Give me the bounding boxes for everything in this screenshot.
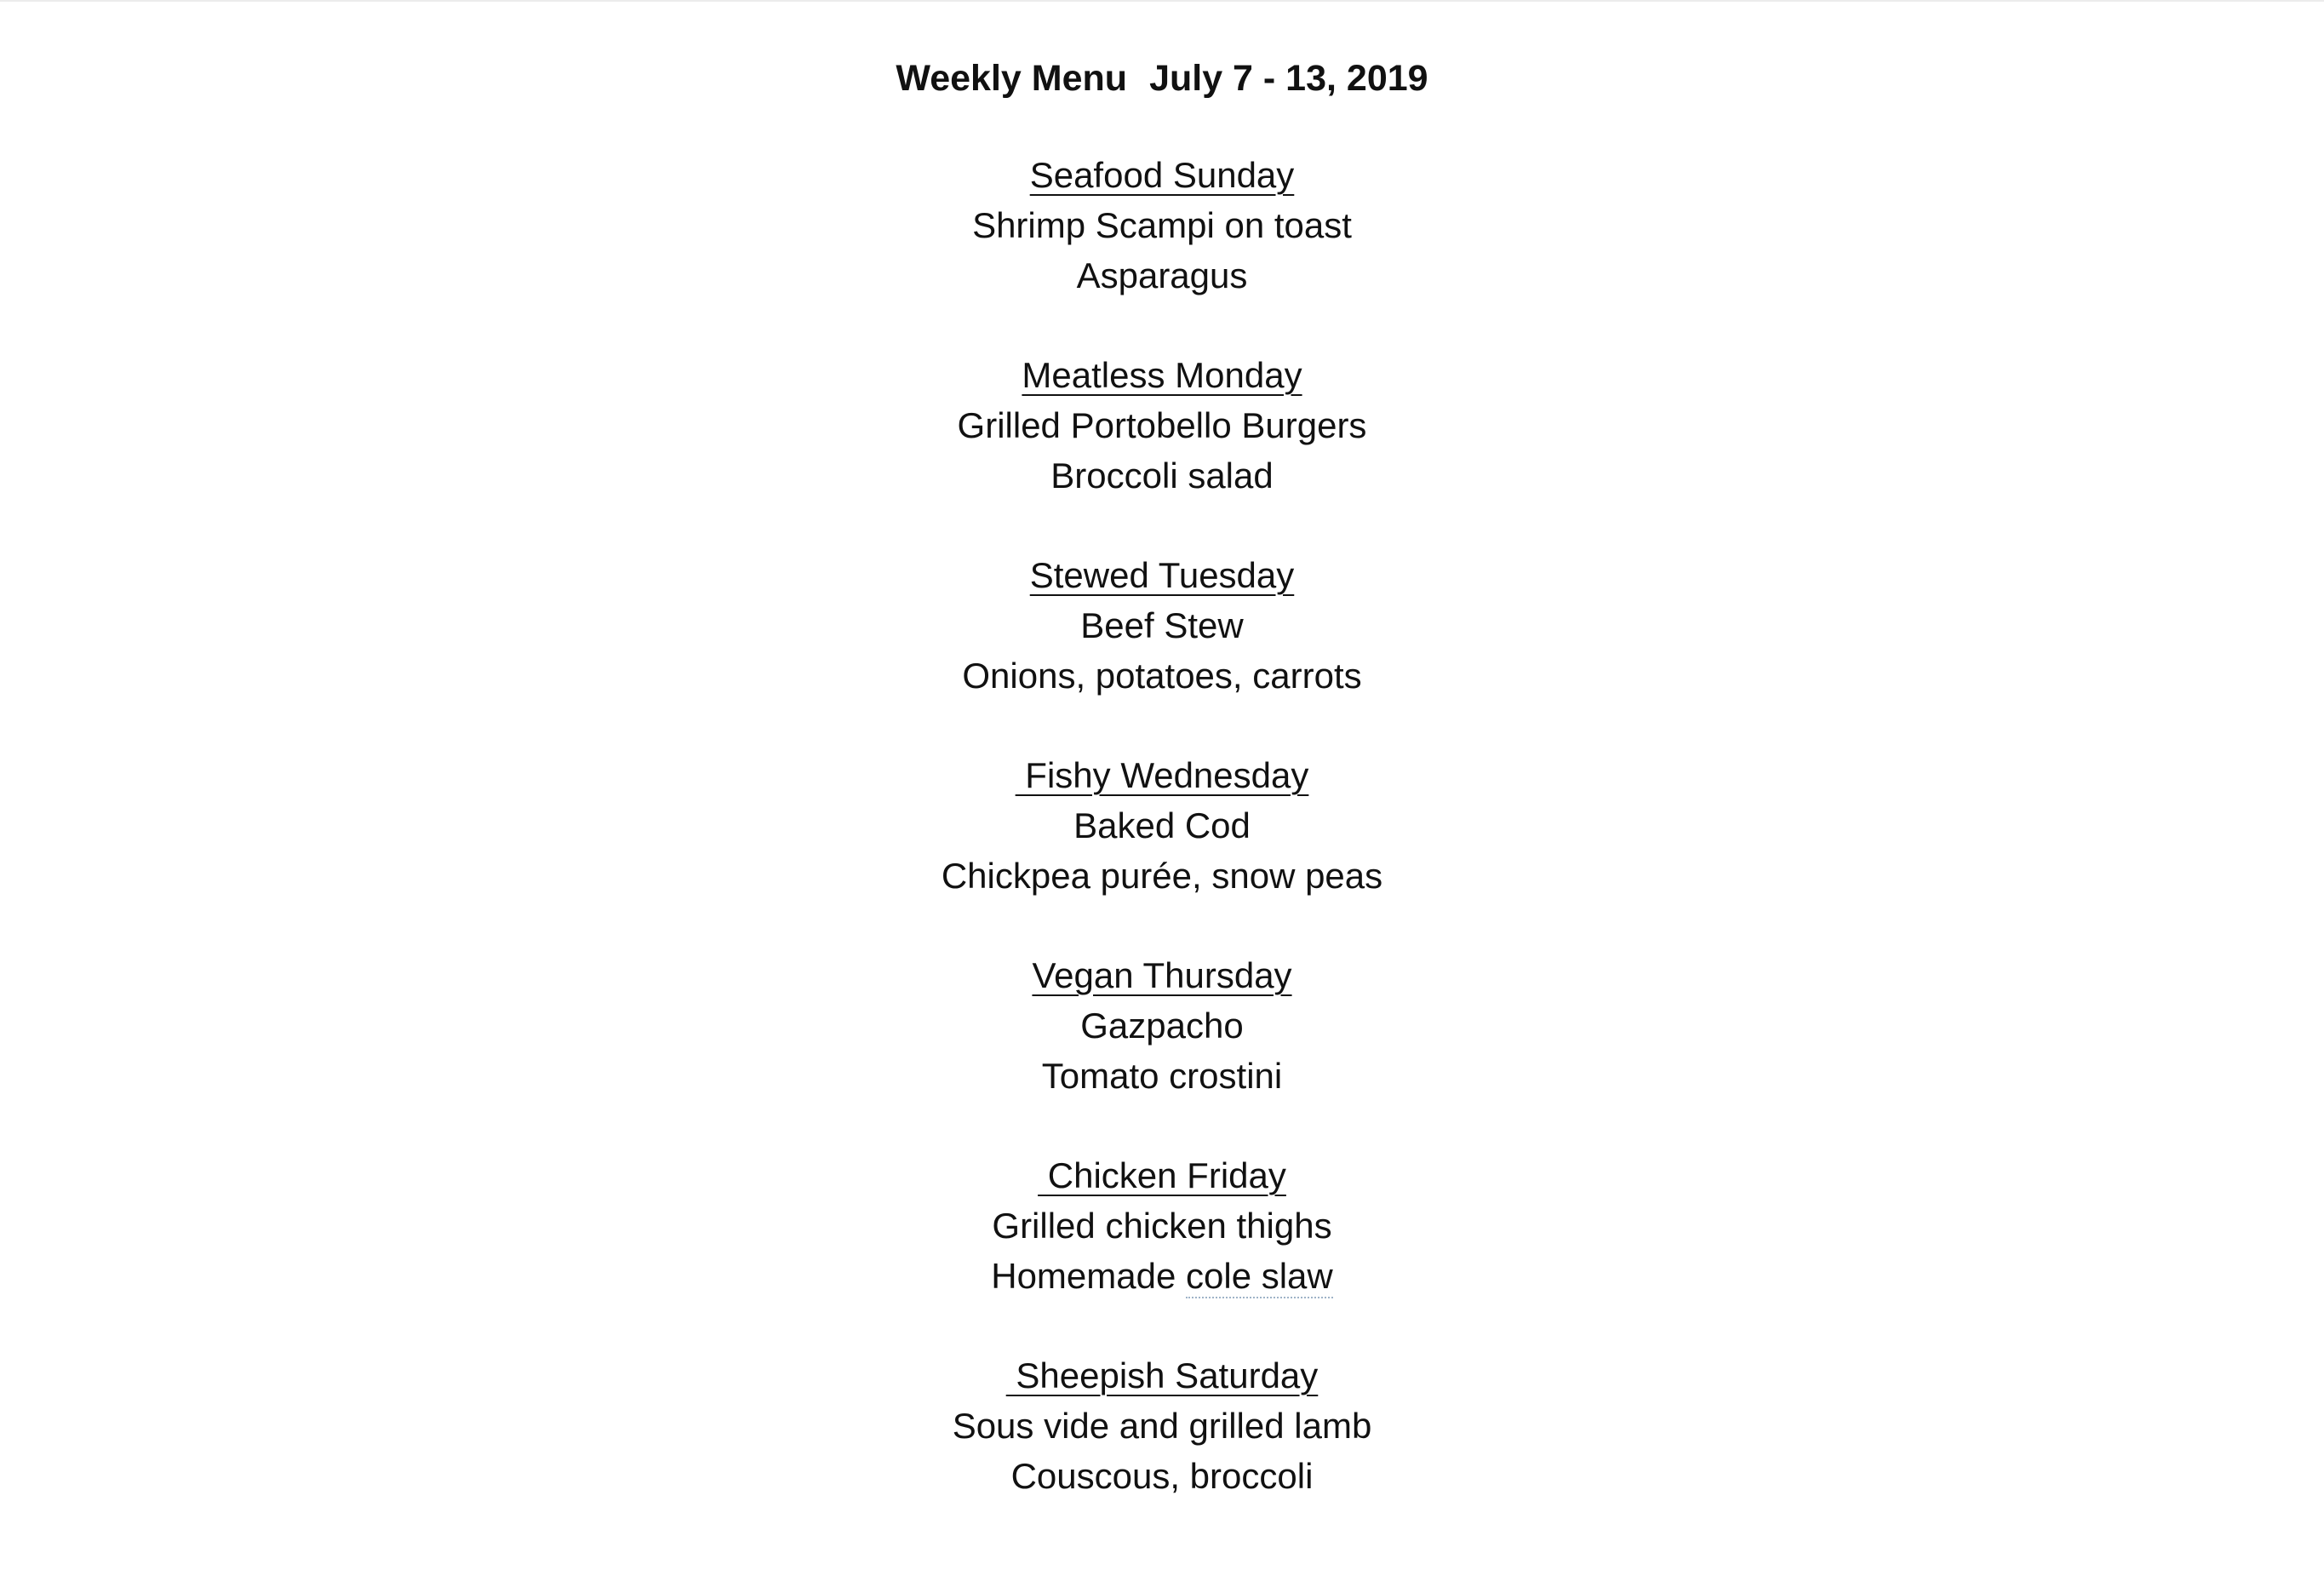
- side-dish: Onions, potatoes, carrots: [962, 655, 1362, 696]
- main-dish: Beef Stew: [1080, 605, 1244, 645]
- side-dish: Chickpea purée, snow peas: [941, 855, 1383, 896]
- menu-list: [0, 151, 2324, 1551]
- side-dish: Broccoli salad: [1050, 455, 1274, 496]
- menu-title: Weekly Menu: [896, 58, 1128, 99]
- day-heading: Fishy Wednesday: [1015, 755, 1309, 795]
- day-friday: [0, 1151, 2324, 1351]
- date-range: July 7 - 13, 2019: [1149, 58, 1428, 99]
- day-heading: Sheepish Saturday: [1005, 1355, 1319, 1395]
- side-dish: Couscous, broccoli: [1010, 1455, 1314, 1496]
- day-sunday: [0, 151, 2324, 351]
- main-dish: Gazpacho: [1080, 1005, 1244, 1046]
- day-heading: Vegan Thursday: [1032, 955, 1292, 995]
- spellcheck-flagged-text[interactable]: cole slaw: [1186, 1256, 1333, 1298]
- side-dish: Tomato crostini: [1041, 1055, 1283, 1096]
- day-wednesday: [0, 751, 2324, 951]
- day-tuesday: [0, 551, 2324, 751]
- main-dish: Grilled chicken thighs: [992, 1205, 1332, 1246]
- day-thursday: [0, 951, 2324, 1151]
- day-heading: Stewed Tuesday: [1029, 555, 1295, 595]
- side-dish: Asparagus: [1076, 255, 1248, 295]
- main-dish: Sous vide and grilled lamb: [952, 1405, 1372, 1446]
- day-saturday: [0, 1351, 2324, 1551]
- day-heading: Meatless Monday: [1022, 355, 1302, 395]
- day-monday: [0, 351, 2324, 551]
- page-title: [0, 53, 2324, 104]
- day-heading: Chicken Friday: [1038, 1155, 1286, 1195]
- main-dish: Grilled Portobello Burgers: [957, 404, 1367, 445]
- main-dish: Baked Cod: [1073, 805, 1251, 845]
- side-dish-prefix: Homemade: [991, 1255, 1186, 1296]
- day-heading: Seafood Sunday: [1029, 155, 1295, 195]
- main-dish: Shrimp Scampi on toast: [972, 204, 1352, 245]
- side-dish: [0, 1252, 2324, 1302]
